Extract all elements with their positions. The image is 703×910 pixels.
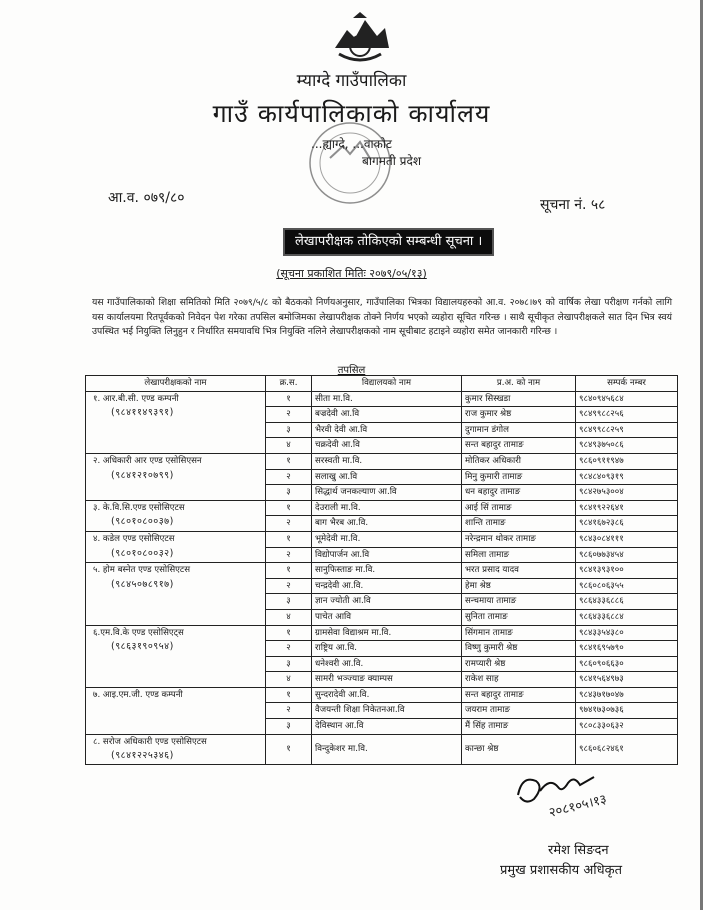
table-row xyxy=(86,734,678,764)
head-teacher-name: दुगामान डंगोल xyxy=(462,422,576,438)
contact-number: ९८४९९८८२५९ xyxy=(576,422,678,438)
auditor-phone: (९८४१२१०७९९) xyxy=(111,469,174,481)
signature-date: २०८१०५।१३ xyxy=(547,792,609,821)
contact-number: ९८४१९२२६४१ xyxy=(576,500,678,516)
auditor-cell xyxy=(86,453,266,500)
serial-number: ४ xyxy=(266,609,312,625)
auditor-phone: (९८६३१९०९५४) xyxy=(111,641,174,653)
fiscal-year: आ.व. ०७९/८० xyxy=(108,190,185,206)
head-teacher-name: आई सिं तामाङ xyxy=(462,500,576,516)
head-teacher-name: विष्णु कुमारी श्रेष्ठ xyxy=(462,641,576,657)
head-teacher-name: राज कुमार श्रेष्ठ xyxy=(462,407,576,423)
head-teacher-name: मैं सिंह तामाङ xyxy=(462,719,576,735)
table-row xyxy=(86,563,678,579)
contact-number: ९८४३०८४१११ xyxy=(576,531,678,547)
school-name: सुन्दरादेवी आ.वि. xyxy=(312,687,462,703)
contact-number: ९८४३७१७०४७ xyxy=(576,687,678,703)
auditor-name: ६.एम.वि.के एण्ड एसोसिएट्स xyxy=(93,627,184,638)
auditor-phone: (९८४१२२५३४६) xyxy=(111,750,174,762)
contact-number: ९८४३३५४३८० xyxy=(576,625,678,641)
serial-number: २ xyxy=(266,407,312,423)
contact-number: ९८४०९४५६८४ xyxy=(576,391,678,407)
serial-number: २ xyxy=(266,516,312,532)
auditor-name: ७. आइ.एम.जी. एण्ड कम्पनी xyxy=(93,689,183,700)
school-name: देउराली मा.वि. xyxy=(312,500,462,516)
auditor-cell xyxy=(86,734,266,764)
column-header-head-teacher: प्र.अ. को नाम xyxy=(462,376,576,392)
contact-number: ९८६०९११९४७ xyxy=(576,453,678,469)
auditor-name: ३. के.वि.सि.एण्ड एसोसिएटस xyxy=(93,502,185,513)
column-header-sn: क्र.स. xyxy=(266,376,312,392)
serial-number: ३ xyxy=(266,485,312,501)
school-name: बाग भैरब आ.वि. xyxy=(312,516,462,532)
head-teacher-name: जयराम तामाङ xyxy=(462,703,576,719)
school-name: ज्ञान ज्योती आ.वि xyxy=(312,594,462,610)
school-name: विन्दुकेशर मा.वि. xyxy=(312,734,462,764)
auditor-phone: (९८४११४९३९१) xyxy=(111,407,174,419)
head-teacher-name: रामप्यारी श्रेष्ठ xyxy=(462,656,576,672)
notice-heading: लेखापरीक्षक तोकिएको सम्बन्धी सूचना । xyxy=(283,228,494,256)
school-name: चक्रदेवी आ.वि xyxy=(312,438,462,454)
head-teacher-name: सन्त बहादुर तामाङ xyxy=(462,687,576,703)
contact-number: ९८४२७५३००४ xyxy=(576,485,678,501)
serial-number: १ xyxy=(266,531,312,547)
published-date: (सूचना प्रकाशित मितिः २०७९/०५/१३) xyxy=(276,267,427,280)
contact-number: ९८४१६७२३८६ xyxy=(576,516,678,532)
schedule-label: तपसिल xyxy=(337,365,366,376)
contact-number: ९८६०९०६६३० xyxy=(576,656,678,672)
notice-number: सूचना नं. ५८ xyxy=(540,197,606,213)
contact-number: ९८४१३९३१०० xyxy=(576,563,678,579)
serial-number: १ xyxy=(266,453,312,469)
serial-number: ३ xyxy=(266,422,312,438)
serial-number: २ xyxy=(266,703,312,719)
head-teacher-name: सन्त बहादुर तामाङ xyxy=(462,438,576,454)
contact-number: ९८४१५६४९७३ xyxy=(576,672,678,688)
school-name: सामरी भञ्ज्याङ क्याम्पस xyxy=(312,672,462,688)
serial-number: १ xyxy=(266,625,312,641)
office-name: गाउँ कार्यपालिकाको कार्यालय xyxy=(212,99,491,128)
head-teacher-name: सिंगमान तामाङ xyxy=(462,625,576,641)
serial-number: १ xyxy=(266,734,312,764)
contact-number: ९८६४३३६८८४ xyxy=(576,609,678,625)
serial-number: ४ xyxy=(266,672,312,688)
government-emblem-icon xyxy=(325,8,395,68)
auditor-name: ५. होम बस्नेत एण्ड एसोसिएटस xyxy=(93,565,191,576)
auditor-name: १. आर.बी.सी. एण्ड कम्पनी xyxy=(93,393,179,404)
auditor-cell xyxy=(86,687,266,734)
school-name: धनेश्वरी आ.वि. xyxy=(312,656,462,672)
table-body xyxy=(86,391,678,764)
signer-name: रमेश सिङदन xyxy=(548,843,609,858)
serial-number: २ xyxy=(266,578,312,594)
head-teacher-name: मिनु कुमारी तामाङ xyxy=(462,469,576,485)
head-teacher-name: सन्चमाया तामाङ xyxy=(462,594,576,610)
contact-number: ९८६४३३६८८६ xyxy=(576,594,678,610)
school-name: बज्रदेवी आ.वि xyxy=(312,407,462,423)
auditor-phone: (९८४५०७८९१७) xyxy=(111,578,174,590)
contact-number: ९८४९९८८२५६ xyxy=(576,407,678,423)
contact-number: ९८४८४०९३१९ xyxy=(576,469,678,485)
office-address: ...ह्याग्दे, ...वाकोट xyxy=(311,137,392,151)
auditor-name: ४. कडेल एण्ड एसोसिएटस xyxy=(93,533,175,544)
serial-number: १ xyxy=(266,687,312,703)
auditor-phone: (९८०१०८००३२) xyxy=(111,547,174,559)
table-row xyxy=(86,453,678,469)
serial-number: २ xyxy=(266,547,312,563)
head-teacher-name: सुनिता तामाङ xyxy=(462,609,576,625)
contact-number: ९८०८३३०६३२ xyxy=(576,719,678,735)
contact-number: ९८४१६९५७९० xyxy=(576,641,678,657)
auditor-cell xyxy=(86,563,266,625)
serial-number: ३ xyxy=(266,656,312,672)
school-name: सानुफिस्ताङ मा.वि. xyxy=(312,563,462,579)
province-name: बागमती प्रदेश xyxy=(361,154,421,168)
table-row xyxy=(86,531,678,547)
auditor-cell xyxy=(86,500,266,531)
column-header-auditor: लेखापरीक्षकको नाम xyxy=(86,376,266,392)
head-teacher-name: नरेन्द्रमान थोकर तामाङ xyxy=(462,531,576,547)
serial-number: २ xyxy=(266,641,312,657)
contact-number: ९८४९३७५०८६ xyxy=(576,438,678,454)
auditor-cell xyxy=(86,531,266,562)
table-row xyxy=(86,625,678,641)
notice-body: यस गाउँपालिकाको शिक्षा समितिको मिति २०७९/५/८ को बैठकको निर्णयअनुसार, गाउँपालिका भित्रका विद्यालयहरुको आ.व. २०७८।७९ को वार्षिक लेखा परीक्षण गर्नको लागि यस कार्यालयमा रितपूर्वकको निवेदन पेश गरेका तपसिल बमोजिमका लेखापरीक्षक तोक्ने निर्णय भएको व्यहोरा सूचित गरिन्छ । साथै सूचीकृत लेखापरीक्षकले सात दिन भित्र स्वयं उपस्थित भई नियुक्ति लिनुहुन र निर्धारित समयावधि भित्र नियुक्ति नलिने लेखापरीक्षकको नाम सूचीबाट हटाइने व्यहोरा समेत जानकारी गरिन्छ । xyxy=(92,297,672,338)
auditor-name: ८. सरोज अधिकारी एण्ड एसोसिएटस xyxy=(93,736,207,747)
serial-number: १ xyxy=(266,391,312,407)
serial-number: ३ xyxy=(266,594,312,610)
auditor-cell xyxy=(86,391,266,453)
signer-title: प्रमुख प्रशासकीय अधिकृत xyxy=(500,863,623,878)
auditor-phone: (९८०१०८००३७) xyxy=(111,516,174,528)
head-teacher-name: शान्ति तामाङ xyxy=(462,516,576,532)
contact-number: ९८६०७७३४५४ xyxy=(576,547,678,563)
head-teacher-name: मोतिकर अधिकारी xyxy=(462,453,576,469)
serial-number: १ xyxy=(266,500,312,516)
school-name: सलाखु आ.वि xyxy=(312,469,462,485)
table-row xyxy=(86,500,678,516)
head-teacher-name: कान्छा श्रेष्ठ xyxy=(462,734,576,764)
school-name: देविस्थान आ.वि xyxy=(312,719,462,735)
serial-number: ४ xyxy=(266,438,312,454)
head-teacher-name: भरत प्रसाद यादव xyxy=(462,563,576,579)
serial-number: १ xyxy=(266,563,312,579)
school-name: सिद्धार्थ जनकल्याण आ.वि xyxy=(312,485,462,501)
table-header-row xyxy=(86,376,678,392)
column-header-contact: सम्पर्क नम्बर xyxy=(576,376,678,392)
contact-number: ९८६०६८२४६१ xyxy=(576,734,678,764)
school-name: वैजयन्ती शिक्षा निकेतनआ.वि xyxy=(312,703,462,719)
auditor-table xyxy=(85,375,678,765)
school-name: भैरवी देवी आ.वि xyxy=(312,422,462,438)
school-name: विद्योपार्जन आ.वि xyxy=(312,547,462,563)
auditor-name: २. अधिकारी आर एण्ड एसोसिएसन xyxy=(93,455,202,466)
school-name: सीता मा.वि. xyxy=(312,391,462,407)
school-name: सरस्वती मा.वि. xyxy=(312,453,462,469)
school-name: भूमेदेवी मा.वि. xyxy=(312,531,462,547)
head-teacher-name: धन बहादुर तामाङ xyxy=(462,485,576,501)
school-name: पाचेत आवि xyxy=(312,609,462,625)
rural-municipality-name: म्याग्दे गाउँपालिका xyxy=(296,71,407,91)
contact-number: ९७४१७३०७३६ xyxy=(576,703,678,719)
table-row xyxy=(86,687,678,703)
head-teacher-name: कुमार सिस्खडा xyxy=(462,391,576,407)
head-teacher-name: समिला तामाङ xyxy=(462,547,576,563)
school-name: राष्ट्रिय आ.वि. xyxy=(312,641,462,657)
table-row xyxy=(86,391,678,407)
column-header-school: विद्यालयको नाम xyxy=(312,376,462,392)
contact-number: ९८६०८०६३५५ xyxy=(576,578,678,594)
head-teacher-name: हेमा श्रेष्ठ xyxy=(462,578,576,594)
auditor-cell xyxy=(86,625,266,687)
school-name: चन्द्रदेवी आ.वि. xyxy=(312,578,462,594)
school-name: ग्रामसेवा विद्याश्रम मा.वि. xyxy=(312,625,462,641)
head-teacher-name: राकेश साह xyxy=(462,672,576,688)
office-seal-stamp xyxy=(305,118,395,208)
serial-number: २ xyxy=(266,469,312,485)
serial-number: ३ xyxy=(266,719,312,735)
